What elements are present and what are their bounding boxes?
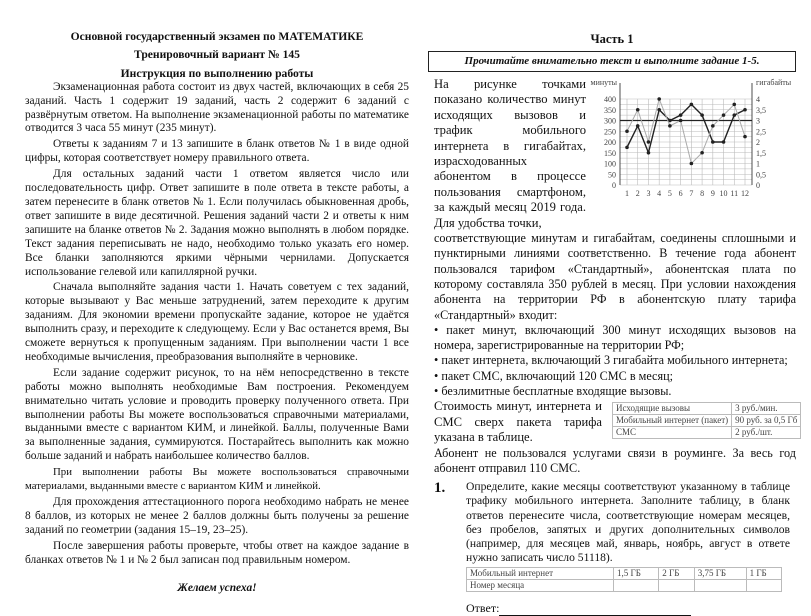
task-number: 1.: [434, 480, 446, 497]
x-tick: 12: [741, 189, 749, 198]
data-point: [625, 146, 629, 150]
paragraph: Сначала выполняйте задания части 1. Начать советуем с тех заданий, которые вызывают у Вас меньше затруднений, затем переходите к другим заданиям. Для экономии времени пропускайте задание, которое не удаётся выполнить сразу, и переходите к следующему. Если у Вас останется время, Вы сможете вернуться к пропущенным заданиям. При выполнении части 1 все необходимые вычисления, преобразования выполняйте в черновике.: [25, 281, 409, 363]
y-tick-left: 350: [604, 105, 616, 115]
cell: 3 руб./мин.: [732, 403, 801, 415]
y-tick-left: 50: [608, 170, 616, 180]
x-tick: 3: [646, 189, 651, 198]
variant-title: Тренировочный вариант № 145: [134, 47, 300, 61]
x-tick: 2: [635, 189, 640, 198]
x-tick: 4: [657, 189, 662, 198]
cell: 2 ГБ: [659, 568, 694, 580]
cell: 3,75 ГБ: [694, 568, 746, 580]
bullet: • пакет СМС, включающий 120 СМС в месяц;: [434, 368, 673, 383]
y-tick-left: 400: [604, 95, 616, 104]
task-text: Определите, какие месяцы соответствуют указанному в таблице трафику мобильного интернета. Заполните таблицу, в бланк ответов перенесите числа, соответствующие номерам месяцев, без пробелов, запятых и других дополнительных символов (например, для месяцев май, январь, ноябрь, август в ответе нужно записать число 51118).: [466, 480, 790, 565]
data-point: [711, 140, 715, 144]
data-point: [732, 103, 736, 107]
y-tick-right: 3,5: [756, 105, 766, 115]
y-tick-right: 0: [756, 181, 760, 190]
cell: 2 руб./шт.: [732, 427, 801, 439]
answer-field[interactable]: [499, 603, 691, 616]
x-tick: 10: [719, 189, 728, 198]
paragraph: Экзаменационная работа состоит из двух частей, включающих в себя 25 заданий. Часть 1 содержит 19 заданий, часть 2 содержит 6 заданий с развёрнутым ответом. На выполнение экзаменационной работы по математике отводится 3 часа 55 минут (235 минут).: [25, 80, 409, 135]
exam-title: Основной государственный экзамен по МАТЕМАТИКЕ: [70, 30, 364, 43]
task-1: [434, 480, 796, 616]
intro-text: На рисунке точками показано количество минут исходящих вызовов и трафик мобильного интернета в гигабайтах, израсходованных абонентом в процессе пользования смартфоном, за каждый месяц 2019 года. Для удобства точки,: [434, 77, 586, 230]
month-input[interactable]: [659, 580, 694, 592]
answer-label: Ответ:: [466, 601, 500, 616]
cell: Мобильный интернет: [467, 568, 614, 580]
y-tick-left: 100: [604, 159, 616, 169]
paragraph: При выполнении работы Вы можете воспользоваться справочными материалами, выданными вместе с вариантом КИМ и линейкой.: [25, 466, 409, 493]
cell: Исходящие вызовы: [613, 403, 732, 415]
y-tick-right: 1,5: [756, 148, 766, 158]
month-input[interactable]: [614, 580, 659, 592]
cell: 1,5 ГБ: [614, 568, 659, 580]
data-point: [711, 124, 715, 128]
data-point: [690, 162, 694, 166]
paragraph: После завершения работы проверьте, чтобы ответ на каждое задание в бланках ответов № 1 и № 2 был записан под правильным номером.: [25, 539, 409, 566]
data-point: [636, 108, 640, 112]
cost-table: [612, 402, 801, 439]
y-tick-right: 2,5: [756, 127, 766, 137]
paragraph: Для остальных заданий части 1 ответом является число или последовательность цифр. Ответ запишите в поле ответа в тексте работы, а затем перенесите в бланк ответов № 1. Если получилась обыкновенная дробь, ответ запишите в виде десятичной. Решения заданий части 2 и ответы к ним запишите на бланке ответов № 2. Задания можно выполнять в любом порядке. Текст задания переписывать не надо, необходимо только указать его номер. Все бланки заполняются яркими чёрными чернилами. Допускается использование гелевой или капиллярной ручки.: [25, 168, 409, 278]
cell: СМС: [613, 427, 732, 439]
y-label-right: гигабайты: [756, 78, 792, 87]
data-point: [668, 124, 672, 128]
bullet: • пакет интернета, включающий 3 гигабайта мобильного интернета;: [434, 353, 788, 368]
part-title: Часть 1: [590, 32, 634, 46]
cell: Мобильный интернет (пакет): [613, 415, 732, 427]
data-point: [700, 151, 704, 155]
usage-chart: [590, 77, 794, 202]
y-tick-left: 0: [612, 181, 616, 190]
instructions-column: [25, 30, 409, 595]
part1-column: [428, 32, 796, 616]
y-tick-left: 150: [604, 148, 616, 158]
data-point: [743, 135, 747, 139]
data-point: [722, 140, 726, 144]
wish-text: Желаем успеха!: [177, 581, 257, 594]
cell: 90 руб. за 0,5 Гб: [732, 415, 801, 427]
data-point: [743, 108, 747, 112]
y-tick-left: 300: [604, 116, 616, 126]
cell: Номер месяца: [467, 580, 614, 592]
data-point: [636, 124, 640, 128]
data-point: [657, 97, 661, 101]
data-point: [679, 113, 683, 117]
bullet: • безлимитные бесплатные входящие вызовы.: [434, 384, 672, 399]
x-tick: 8: [700, 189, 705, 198]
x-tick: 7: [689, 189, 694, 198]
y-label-left: минуты: [590, 78, 617, 87]
y-tick-right: 1: [756, 159, 760, 169]
data-point: [690, 103, 694, 107]
instruction-box: Прочитайте внимательно текст и выполните задание 1-5.: [428, 51, 796, 72]
instructions-title: Инструкция по выполнению работы: [120, 66, 314, 80]
paragraph: Ответы к заданиям 7 и 13 запишите в бланк ответов № 1 в виде одной цифры, которая соответствует номеру правильного ответа.: [25, 138, 409, 165]
bullet: • пакет минут, включающий 300 минут исходящих вызовов на номера, зарегистрированные на территории РФ;: [434, 322, 796, 353]
y-tick-left: 250: [604, 127, 616, 137]
month-input[interactable]: [694, 580, 746, 592]
month-input[interactable]: [746, 580, 781, 592]
cell: 1 ГБ: [746, 568, 781, 580]
data-point: [732, 113, 736, 117]
data-point: [647, 151, 651, 155]
x-tick: 6: [678, 189, 683, 198]
y-tick-left: 200: [604, 138, 616, 147]
paragraph: Для прохождения аттестационного порога необходимо набрать не менее 8 баллов, из которых не менее 2 баллов должны быть получены за решение заданий по геометрии (задания 15–19, 23–25).: [25, 496, 409, 536]
y-tick-right: 0,5: [756, 170, 766, 180]
data-point: [679, 119, 683, 123]
data-point: [657, 108, 661, 112]
data-point: [700, 113, 704, 117]
x-tick: 1: [625, 189, 629, 198]
y-tick-right: 3: [756, 116, 760, 126]
x-tick: 5: [667, 189, 672, 198]
data-point: [647, 140, 651, 144]
answer-table: [466, 567, 782, 592]
x-tick: 9: [710, 189, 715, 198]
paragraph: Если задание содержит рисунок, то на нём непосредственно в тексте работы можно выполнять необходимые Вам построения. Рекомендуем внимательно читать условие и проводить проверку полученного ответа. При выполнении работы Вы можете воспользоваться справочными материалами, выданными вместе с вариантом КИМ, и линейкой. Баллы, полученные Вами за выполненные задания, суммируются. Постарайтесь выполнить как можно больше заданий и набрать наибольшее количество баллов.: [25, 366, 409, 463]
roaming-text: Абонент не пользовался услугами связи в роуминге. За весь год абонент отправил 110 СМС.: [434, 445, 796, 475]
tariff-text: соответствующие минутам и гигабайтам, соединены сплошными и пунктирными линиями соответственно. В течение года абонент пользовался тарифом «Стандартный», абонентская плата по которому составляла 350 рублей в месяц. При условии нахождения абонента на территории РФ в абонентскую плату тарифа «Стандартный» входит:: [434, 231, 796, 322]
y-tick-right: 2: [756, 138, 760, 147]
data-point: [625, 129, 629, 133]
data-point: [722, 113, 726, 117]
cost-text: Стоимость минут, интернета и СМС сверх пакета тарифа указана в таблице.: [434, 399, 602, 445]
x-tick: 11: [730, 189, 739, 198]
y-tick-right: 4: [756, 95, 760, 104]
